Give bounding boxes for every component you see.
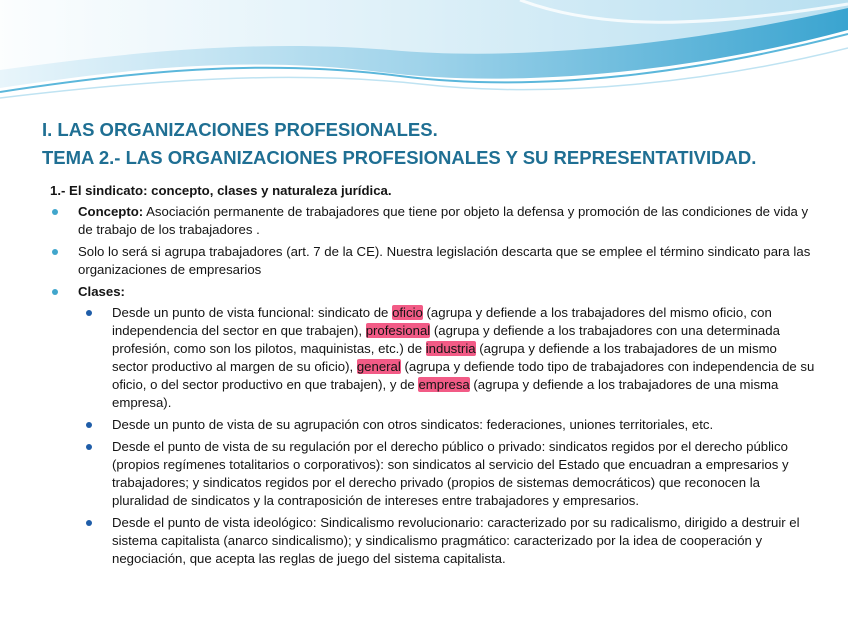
bullet-list [50, 203, 815, 568]
clases-sublist [84, 304, 815, 568]
bullet-icon [52, 209, 58, 215]
title-line-2: TEMA 2.- LAS ORGANIZACIONES PROFESIONALES Y SU REPRESENTATIVIDAD. [42, 147, 757, 168]
list-item-solo [50, 243, 815, 279]
agrupacion-text: Desde un punto de vista de su agrupación con otros sindicatos: federaciones, uniones territoriales, etc. [112, 417, 714, 432]
header-wave-decoration [0, 0, 848, 110]
list-item-concepto [50, 203, 815, 239]
funcional-text-6: (agrupa y defiende a los trabajadores de una misma empresa). [112, 377, 779, 410]
list-item-agrupacion [84, 416, 815, 434]
bullet-icon [86, 520, 92, 526]
ideologico-text: Desde el punto de vista ideológico: Sindicalismo revolucionario: caracterizado por su radicalismo, dirigido a destruir el sistema capitalista (anarco sindicalismo); y sindicalismo pragmático: caracterizado por la idea de cooperación y negociación, que acepta las reglas de juego del sistema capitalista. [112, 515, 800, 566]
solo-text: Solo lo será si agrupa trabajadores (art. 7 de la CE). Nuestra legislación descarta que se emplee el término sindicato para las organizaciones de empresarios [78, 244, 811, 277]
highlight-industria: industria [425, 341, 476, 356]
clases-label: Clases: [78, 284, 125, 299]
funcional-text-2: (agrupa y defiende a los trabajadores del mismo oficio, con independencia del sector en que trabajen), [112, 305, 772, 338]
concepto-label: Concepto: [78, 204, 144, 219]
bullet-icon [52, 289, 58, 295]
funcional-text-3: (agrupa y defiende a los trabajadores con una determinada profesión, como son los pilotos, maquinistas, etc.) de [112, 323, 780, 356]
section-heading: 1.- El sindicato: concepto, clases y naturaleza jurídica. [50, 183, 392, 198]
slide-content [50, 182, 815, 572]
highlight-profesional: profesional [365, 323, 431, 338]
title-line-1: I. LAS ORGANIZACIONES PROFESIONALES. [42, 119, 438, 140]
highlight-empresa: empresa [418, 377, 470, 392]
funcional-text-5: (agrupa y defiende todo tipo de trabajadores con independencia de su oficio, o del sector productivo en que trabajen), y de [112, 359, 815, 392]
funcional-text-1: Desde un punto de vista funcional: sindicato de [112, 305, 393, 320]
bullet-icon [86, 422, 92, 428]
slide-title [42, 116, 832, 172]
list-item-regulacion [84, 438, 815, 510]
bullet-icon [86, 310, 92, 316]
highlight-general: general [356, 359, 401, 374]
list-item-ideologico [84, 514, 815, 568]
concepto-text: Asociación permanente de trabajadores que tiene por objeto la defensa y promoción de las condiciones de vida y de trabajo de los trabajadores . [78, 204, 809, 237]
funcional-text-4: (agrupa y defiende a los trabajadores de un mismo sector productivo al margen de su oficio), [112, 341, 777, 374]
list-item-clases [50, 283, 815, 568]
list-item-funcional [84, 304, 815, 412]
bullet-icon [52, 249, 58, 255]
highlight-oficio: oficio [392, 305, 423, 320]
bullet-icon [86, 444, 92, 450]
regulacion-text: Desde el punto de vista de su regulación por el derecho público o privado: sindicatos regidos por el derecho público (propios regímenes totalitarios o corporativos): son sindicatos al servicio del Estado que encuadran a empresarios y trabajadores; y sindicatos regidos por el derecho privado (propios de sistemas democráticos) que reconocen la pluralidad de sindicatos y la contraposición de intereses entre trabajadores y empresarios. [112, 439, 789, 508]
